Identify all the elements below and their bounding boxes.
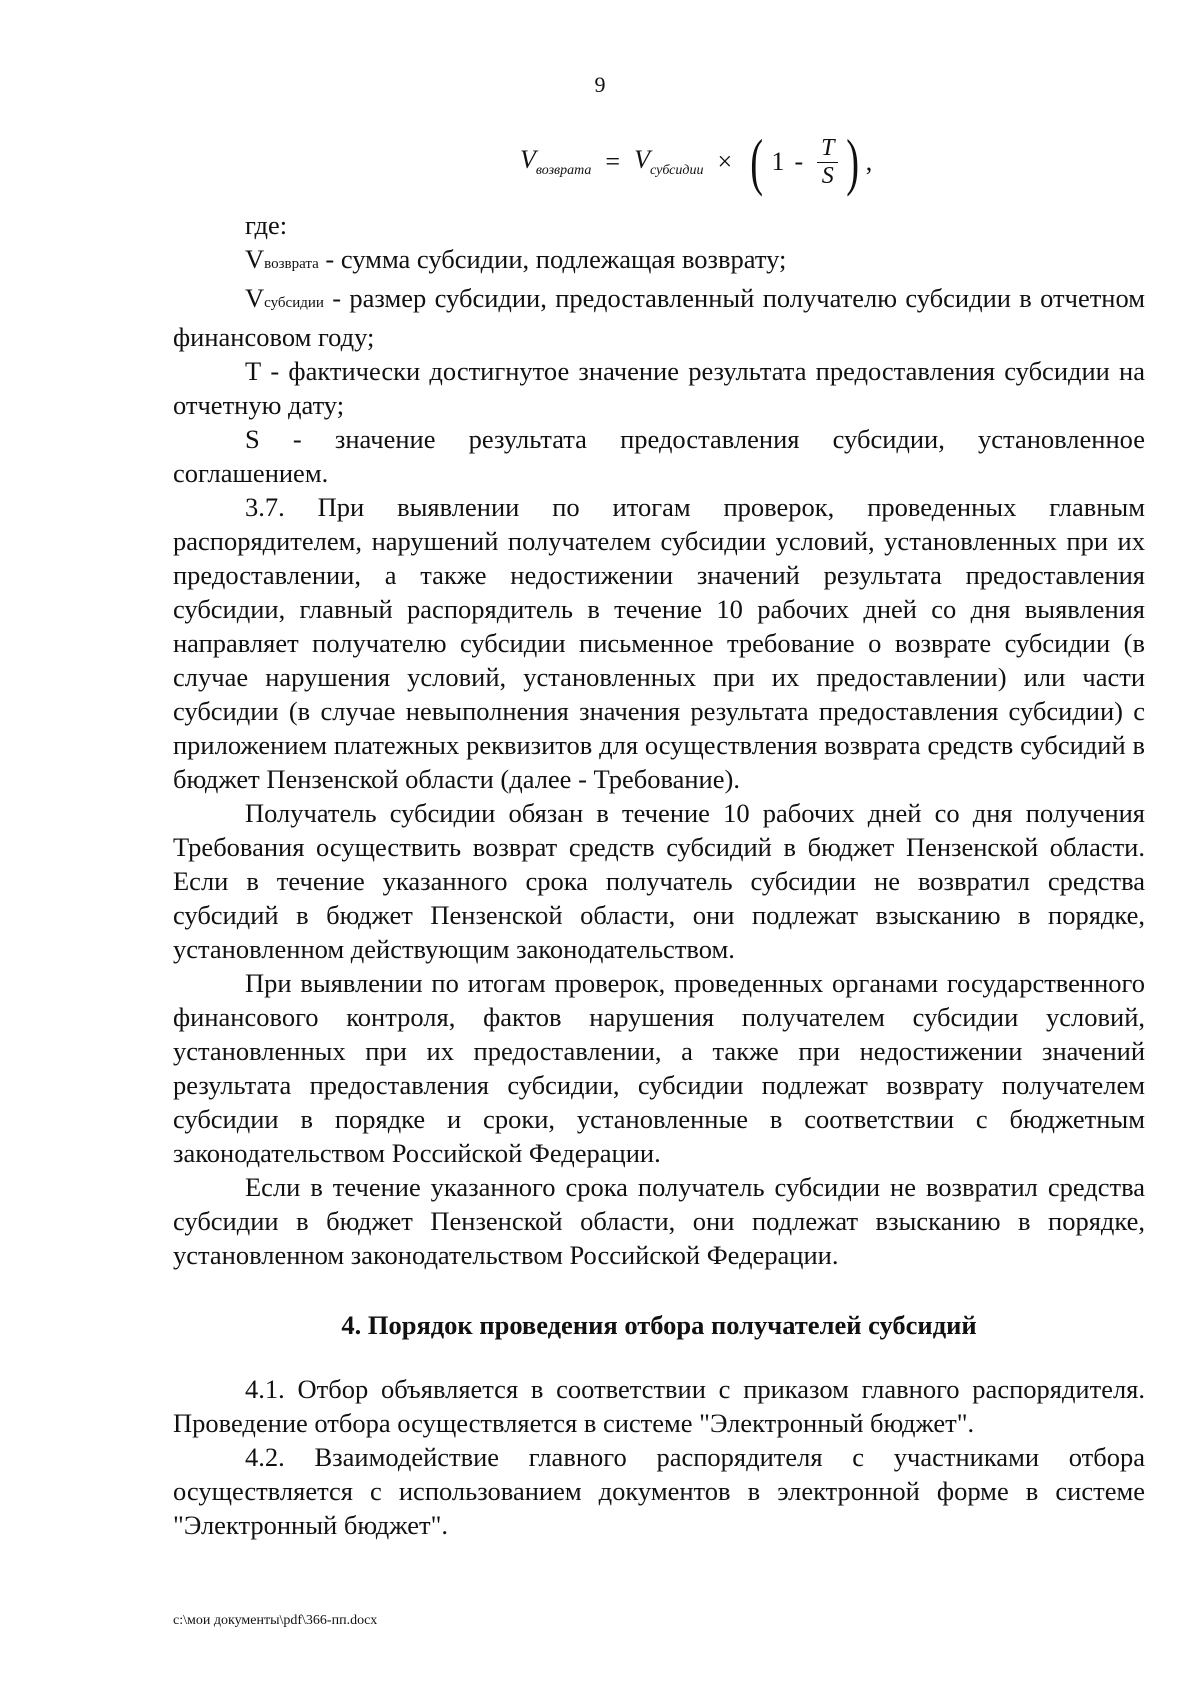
file-path-footer: c:\мои документы\pdf\366-пп.docx [173, 1613, 378, 1628]
document-body [173, 208, 1145, 1542]
formula-times: × [717, 147, 733, 176]
paragraph-recipient-obligation: Получатель субсидии обязан в течение 10 рабочих дней со дня получения Требования осуществить возврат средств субсидий в бюджет Пензенской области. Если в течение указанного срока получатель субсидии не возвратил средства субсидий в бюджет Пензенской области, они подлежат взысканию в порядке, установленном действующим законодательством. [173, 798, 1145, 964]
v-return-definition: Vвозврата - сумма субсидии, подлежащая возврату; [245, 244, 787, 274]
formula-minus: - [794, 147, 804, 176]
page-number: 9 [594, 72, 606, 97]
formula-comma: , [865, 147, 873, 176]
s-definition: S - значение результата предоставления субсидии, установленное соглашением. [173, 424, 1145, 488]
formula-one: 1 [771, 147, 785, 176]
formula-fraction [817, 135, 838, 189]
formula-lhs: $V_{возврата}$ [520, 145, 592, 178]
paragraph-financial-control: При выявлении по итогам проверок, проведенных органами государственного финансового контроля, фактов нарушения получателем субсидии условий, установленных при их предоставлении, а также при недостижении значений результата предоставления субсидии, субсидии подлежат возврату получателем субсидии в порядке и сроки, установленные в соответствии с бюджетным законодательством Российской Федерации. [173, 968, 1145, 1168]
paragraph-4-2: 4.2. Взаимодействие главного распорядителя с участниками отбора осуществляется с использованием документов в электронной форме в системе "Электронный бюджет". [173, 1442, 1145, 1540]
v-subsidy-definition: Vсубсидии - размер субсидии, предоставленный получателю субсидии в отчетном финансовом году; [173, 283, 1145, 352]
left-paren: ( [750, 126, 764, 197]
t-definition: Т - фактически достигнутое значение результата предоставления субсидии на отчетную дату; [173, 356, 1145, 420]
return-formula [520, 126, 873, 197]
fraction-denominator: S [821, 162, 834, 189]
section-heading-4: 4. Порядок проведения отбора получателей субсидий [341, 1310, 977, 1340]
formula-equals: = [605, 147, 621, 176]
paragraph-3-7: 3.7. При выявлении по итогам проверок, проведенных главным распорядителем, нарушений получателем субсидии условий, установленных при их предоставлении, а также недостижении значений результата предоставления субсидии, главный распорядитель в течение 10 рабочих дней со дня выявления направляет получателю субсидии письменное требование о возврате субсидии (в случае нарушения условий, установленных при их предоставлении) или части субсидии (в случае невыполнения значения результата предоставления субсидии) с приложением платежных реквизитов для осуществления возврата средств субсидий в бюджет Пензенской области (далее - Требование). [173, 492, 1145, 794]
paragraph-recovery: Если в течение указанного срока получатель субсидии не возвратил средства субсидии в бюджет Пензенской области, они подлежат взысканию в порядке, установленном законодательством Российской Федерации. [173, 1172, 1145, 1270]
formula-rhs: $V_{субсидии}$ [634, 145, 704, 178]
right-paren: ) [846, 126, 860, 197]
where-label: где: [245, 210, 288, 240]
paragraph-4-1: 4.1. Отбор объявляется в соответствии с приказом главного распорядителя. Проведение отбора осуществляется в системе "Электронный бюджет". [173, 1374, 1145, 1438]
fraction-numerator: T [817, 135, 838, 162]
